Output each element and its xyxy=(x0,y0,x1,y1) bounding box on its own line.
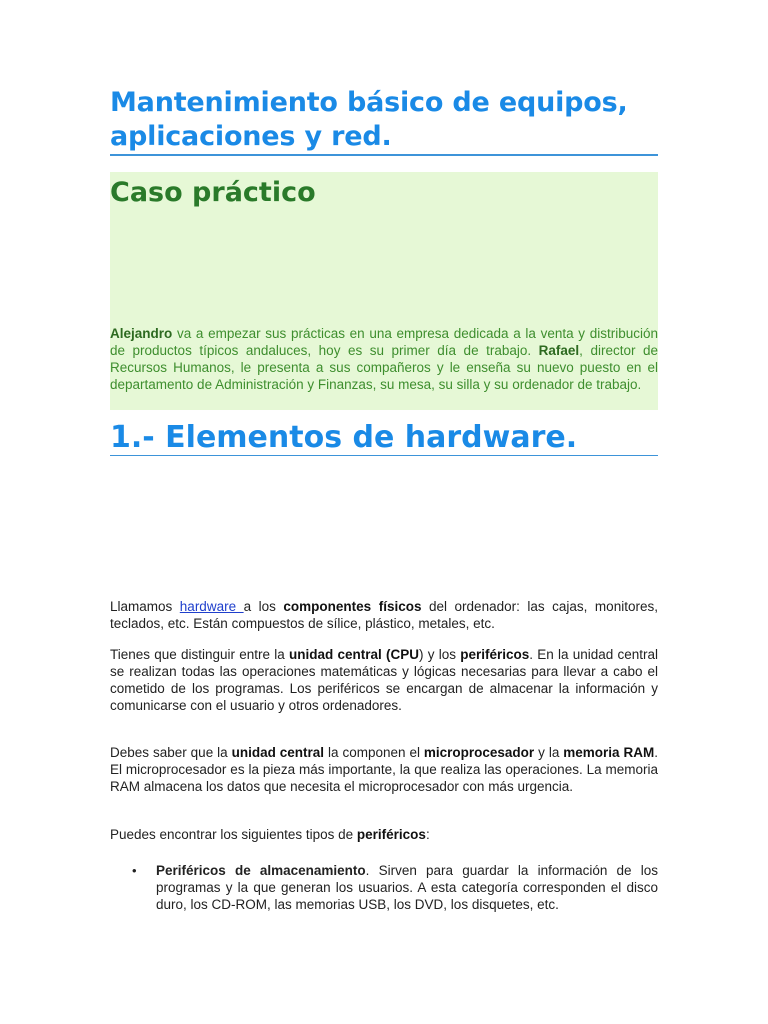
case-practice-heading: Caso práctico xyxy=(110,177,316,208)
paragraph-peripheral-types: Puedes encontrar los siguientes tipos de periféricos: xyxy=(110,827,430,842)
section-heading-hardware: 1.- Elementos de hardware. xyxy=(110,420,578,455)
peripherals-list xyxy=(110,862,658,913)
section-underline xyxy=(110,455,658,456)
list-item: • Periféricos de almacenamiento. Sirven para guardar la información de los programas y la que generan los usuarios. A esta categoría corresponden el disco duro, los CD-ROM, las memorias USB, los DVD, los disquetes, etc. xyxy=(132,863,658,912)
document-title: Mantenimiento básico de equipos, aplicaciones y red. xyxy=(110,87,628,152)
case-practice-text: Alejandro va a empezar sus prácticas en una empresa dedicada a la venta y distribución de productos típicos andaluces, hoy es su primer día de trabajo. Rafael, director de Recursos Humanos, le presenta a sus compañeros y le enseña su nuevo puesto en el departamento de Administración y Finanzas, su mesa, su silla y su ordenador de trabajo. xyxy=(110,326,658,392)
paragraph-cpu-peripherals: Tienes que distinguir entre la unidad central (CPU) y los periféricos. En la unidad central se realizan todas las operaciones matemáticas y lógicas necesarias para llevar a cabo el cometido de los programas. Los periféricos se encargan de almacenar la información y comunicarse con el usuario y otros ordenadores. xyxy=(110,647,658,713)
paragraph-hardware-definition: Llamamos hardware a los componentes físicos del ordenador: las cajas, monitores, teclados, etc. Están compuestos de sílice, plástico, metales, etc. xyxy=(110,599,658,631)
case-practice-box xyxy=(110,172,658,410)
case-name-alejandro: Alejandro xyxy=(110,326,173,341)
paragraph-central-unit: Debes saber que la unidad central la componen el microprocesador y la memoria RAM. El microprocesador es la pieza más importante, la que realiza las operaciones. La memoria RAM almacena los datos que necesita el microprocesador con más urgencia. xyxy=(110,745,659,794)
bullet-icon: • xyxy=(132,863,137,878)
case-name-rafael: Rafael xyxy=(538,343,580,358)
hardware-link[interactable]: hardware xyxy=(179,599,244,614)
title-underline xyxy=(110,154,658,156)
